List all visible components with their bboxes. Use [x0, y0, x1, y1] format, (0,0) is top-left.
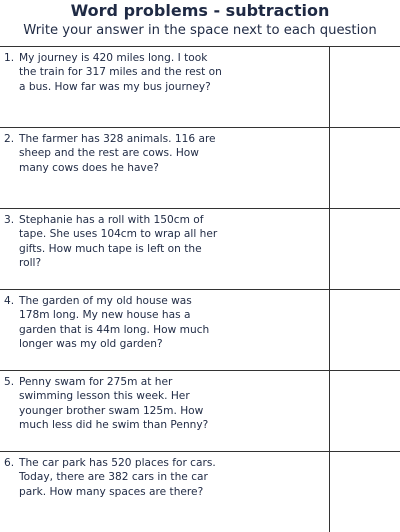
question-number: 3. [4, 214, 15, 226]
question-text: Stephanie has a roll with 150cm of tape. She uses 104cm to wrap all her gifts. How much tape is left on the roll? [19, 214, 218, 269]
row-divider [0, 289, 400, 290]
question-table [0, 46, 400, 532]
instructions: Write your answer in the space next to each question [23, 23, 377, 38]
worksheet-header [0, 0, 400, 46]
question-number: 1. [4, 52, 15, 64]
question-text: Penny swam for 275m at her swimming lesson this week. Her younger brother swam 125m. How much less did he swim than Penny? [19, 376, 209, 431]
row-divider [0, 370, 400, 371]
question-number: 6. [4, 457, 15, 469]
question-number: 2. [4, 133, 15, 145]
row-divider [0, 127, 400, 128]
page-title: Word problems - subtraction [70, 1, 330, 20]
question-text: The farmer has 328 animals. 116 are sheep and the rest are cows. How many cows does he have? [19, 133, 216, 174]
question-text: The garden of my old house was 178m long. My new house has a garden that is 44m long. How much longer was my old garden? [19, 295, 210, 350]
question-text: The car park has 520 places for cars. Today, there are 382 cars in the car park. How many spaces are there? [19, 457, 216, 498]
question-number: 5. [4, 376, 15, 388]
row-divider [0, 46, 400, 47]
row-divider [0, 208, 400, 209]
question-text: My journey is 420 miles long. I took the train for 317 miles and the rest on a bus. How far was my bus journey? [19, 52, 222, 93]
row-divider [0, 451, 400, 452]
question-number: 4. [4, 295, 15, 307]
